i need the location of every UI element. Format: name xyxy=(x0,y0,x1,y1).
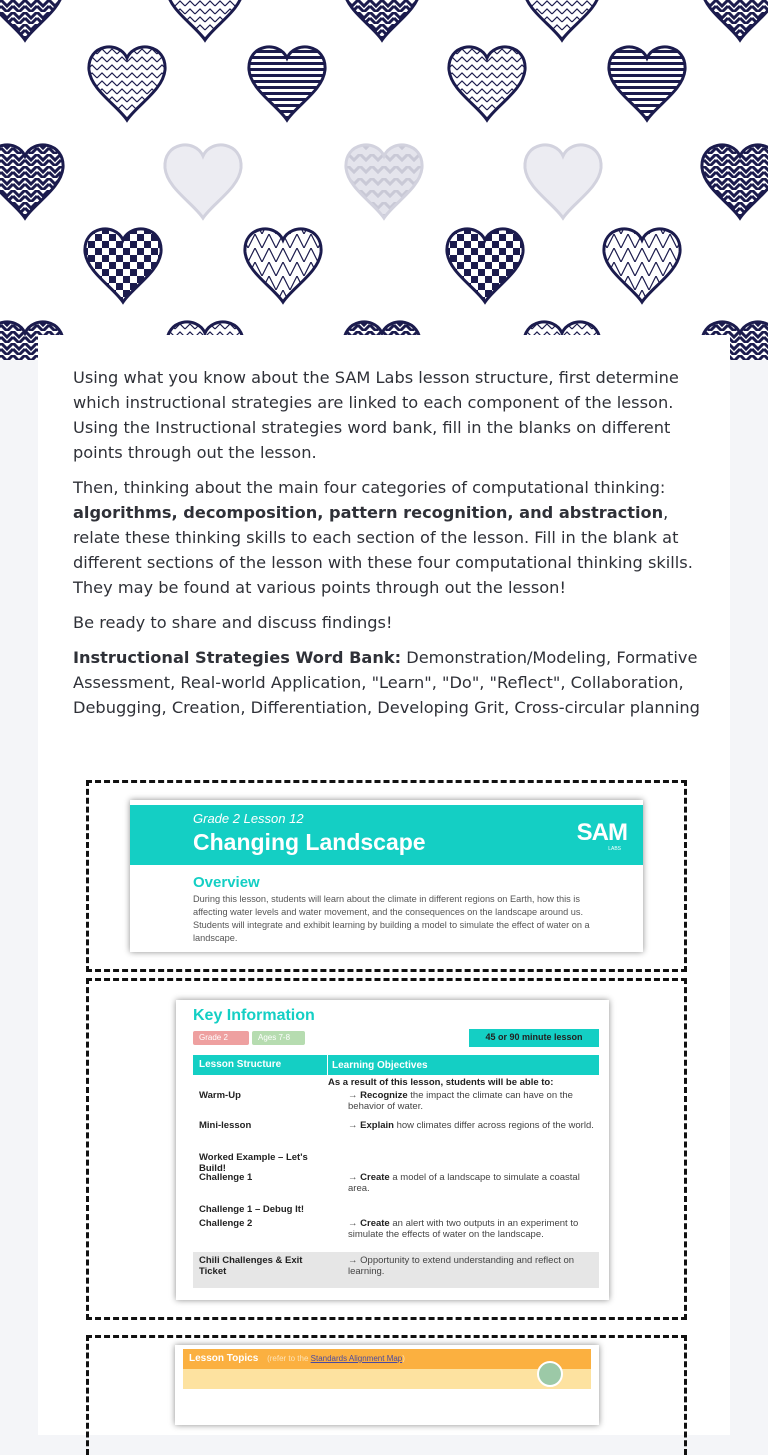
objective-cell: → Create an alert with two outputs in an experiment to simulate the effects of water on the landscape. xyxy=(348,1218,579,1240)
topic-icon xyxy=(537,1361,563,1387)
topics-close: ) xyxy=(402,1354,405,1363)
lesson-subtitle: Grade 2 Lesson 12 xyxy=(193,811,304,826)
objective-cell: → Create a model of a landscape to simulate a coastal area. xyxy=(348,1172,580,1194)
objective-cell: → Opportunity to extend understanding and reflect on learning. xyxy=(348,1255,575,1277)
lesson-structure-cell: Mini-lesson xyxy=(199,1120,252,1131)
lesson-structure-cell: Warm-Up xyxy=(199,1090,241,1101)
col-lesson-structure: Lesson Structure xyxy=(193,1055,328,1075)
standards-map-link[interactable]: Standards Alignment Map xyxy=(310,1354,403,1363)
topics-image xyxy=(175,1345,599,1425)
computational-thinking-paragraph xyxy=(73,475,703,600)
table-row xyxy=(193,1218,599,1252)
objective-cell xyxy=(328,1152,599,1172)
word-bank-label: Instructional Strategies Word Bank: xyxy=(73,648,402,667)
ages-badge: Ages 7-8 xyxy=(252,1031,305,1045)
table-header xyxy=(193,1055,599,1075)
table-row xyxy=(193,1204,599,1218)
topics-refer: (refer to the xyxy=(267,1354,311,1363)
overview-banner xyxy=(130,805,643,865)
text: , relate these thinking skills to each section of the lesson. Fill in the blank at different sections of the lesson with these four computational thinking skills. They may be found at various points through out the lesson! xyxy=(73,503,693,597)
objective-cell: → Recognize the impact the climate can have on the behavior of water. xyxy=(348,1090,573,1112)
objective-verb: Create xyxy=(360,1218,390,1229)
topics-row xyxy=(183,1369,591,1389)
objective-cell xyxy=(328,1204,599,1218)
overview-heading: Overview xyxy=(193,874,260,891)
table-row xyxy=(193,1252,599,1288)
grade-badge: Grade 2 xyxy=(193,1031,249,1045)
objective-cell: → Explain how climates differ across regions of the world. xyxy=(348,1120,594,1131)
objective-text: an alert with two outputs in an experiment to simulate the effects of water on the landscape. xyxy=(348,1218,579,1240)
objective-verb: Create xyxy=(360,1172,390,1183)
duration-badge: 45 or 90 minute lesson xyxy=(469,1029,599,1047)
lesson-structure-table xyxy=(193,1090,599,1288)
lesson-structure-cell: Challenge 1 xyxy=(199,1172,253,1183)
table-row xyxy=(193,1090,599,1120)
lesson-structure-cell: Challenge 1 – Debug It! xyxy=(199,1204,305,1215)
hearts-pattern xyxy=(0,0,768,360)
objective-text: Opportunity to extend understanding and reflect on learning. xyxy=(348,1255,575,1277)
objective-text: a model of a landscape to simulate a coastal area. xyxy=(348,1172,580,1194)
objective-verb: Explain xyxy=(360,1120,394,1131)
word-bank-paragraph xyxy=(73,645,703,720)
share-paragraph: Be ready to share and discuss findings! xyxy=(73,613,393,632)
objective-text: the impact the climate can have on the behavior of water. xyxy=(348,1090,573,1112)
key-info-heading: Key Information xyxy=(193,1007,315,1024)
word-bank-list: Demonstration/Modeling, Formative Assessment, Real-world Application, "Learn", "Do", "Reflect", Collaboration, Debugging, Creation, Differentiation, Developing Grit, Cross-circular planning xyxy=(73,648,700,717)
logo-subtext: LABS xyxy=(608,846,621,852)
content-card xyxy=(38,335,730,1435)
overview-image xyxy=(130,800,643,952)
table-row xyxy=(193,1152,599,1172)
text: Then, thinking about the main four categories of computational thinking: xyxy=(73,478,666,497)
lesson-structure-cell: Worked Example – Let's Build! xyxy=(199,1152,308,1174)
ct-categories: algorithms, decomposition, pattern recognition, and abstraction xyxy=(73,503,664,522)
objective-verb: Recognize xyxy=(360,1090,408,1101)
sam-labs-logo: SAM xyxy=(576,819,627,846)
key-info-image xyxy=(176,1000,609,1300)
topics-heading: Lesson Topics xyxy=(189,1353,259,1364)
objectives-intro: As a result of this lesson, students will be able to: xyxy=(328,1077,554,1088)
col-learning-objectives: Learning Objectives xyxy=(332,1059,428,1071)
lesson-title: Changing Landscape xyxy=(193,829,426,855)
header-banner xyxy=(0,0,768,360)
lesson-structure-cell: Challenge 2 xyxy=(199,1218,253,1229)
topics-header xyxy=(183,1349,591,1369)
table-row xyxy=(193,1120,599,1152)
table-row xyxy=(193,1172,599,1204)
objective-text: how climates differ across regions of the world. xyxy=(393,1120,594,1131)
intro-paragraph: Using what you know about the SAM Labs lesson structure, first determine which instructional strategies are linked to each component of the lesson. Using the Instructional strategies word bank, fill in the blanks on different points through out the lesson. xyxy=(73,368,679,462)
overview-text: During this lesson, students will learn about the climate in different regions on Earth, how this is affecting water levels and water movement, and the consequences on the landscape around us. Students will integrate and exhibit learning by building a model to simulate the effect of water on a landscape. xyxy=(193,894,590,943)
lesson-structure-cell: Chili Challenges & Exit Ticket xyxy=(199,1255,303,1277)
